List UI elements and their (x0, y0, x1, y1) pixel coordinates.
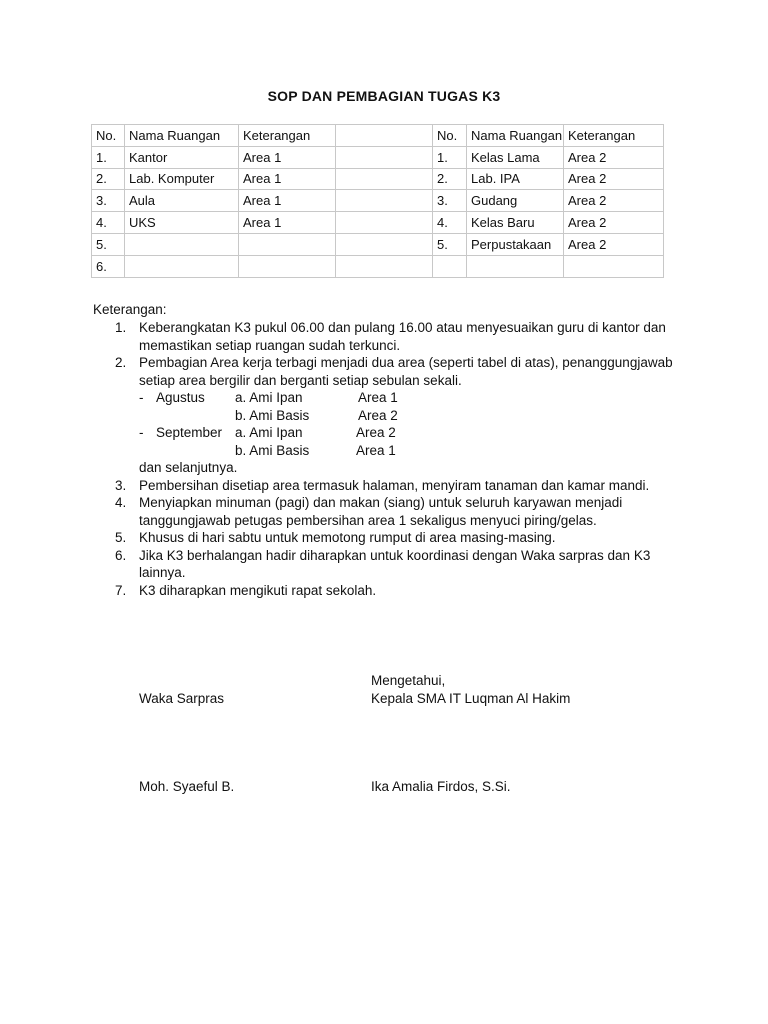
table-cell (125, 233, 239, 255)
note-item (93, 494, 683, 529)
table-cell: Keterangan (564, 125, 664, 147)
schedule-person: a. Ami Ipan (235, 390, 303, 405)
schedule-area: Area 2 (356, 425, 396, 440)
rotation-schedule (139, 389, 683, 459)
schedule-area: Area 1 (358, 390, 398, 405)
note-text: Menyiapkan minuman (pagi) dan makan (siang) untuk seluruh karyawan menjadi tanggungjawab petugas pembersihan area 1 sekaligus menyuci piring/gelas. (139, 495, 623, 528)
table-cell (336, 255, 433, 277)
table-cell: Kantor (125, 146, 239, 168)
table-cell (239, 233, 336, 255)
table-row (92, 146, 664, 168)
document-title: SOP DAN PEMBAGIAN TUGAS K3 (267, 88, 501, 104)
left-signatory-title: Waka Sarpras (139, 691, 225, 706)
table-row (92, 255, 664, 277)
table-cell: Perpustakaan (467, 233, 564, 255)
table-cell: 2. (433, 168, 467, 190)
schedule-dash: - (139, 425, 144, 440)
schedule-person: a. Ami Ipan (235, 425, 303, 440)
note-text: Khusus di hari sabtu untuk memotong rumput di area masing-masing. (139, 530, 556, 545)
note-number: 7. (115, 582, 127, 598)
table-cell: Area 1 (239, 168, 336, 190)
table-cell (336, 212, 433, 234)
table-cell: No. (92, 125, 125, 147)
schedule-month: Agustus (156, 390, 205, 405)
schedule-area: Area 2 (358, 407, 398, 423)
note-number: 4. (115, 495, 127, 510)
table-cell (239, 255, 336, 277)
room-assignment-table (91, 124, 664, 278)
table-cell: 4. (92, 212, 125, 234)
schedule-person: b. Ami Basis (235, 407, 310, 423)
table-row (92, 212, 664, 234)
note-text: Pembersihan disetiap area termasuk halaman, menyiram tanaman dan kamar mandi. (139, 477, 650, 493)
notes-heading: Keterangan: (93, 302, 167, 317)
note-number: 5. (115, 530, 127, 545)
table-cell: Area 1 (239, 190, 336, 212)
table-cell: 6. (92, 255, 125, 277)
table-cell: Area 2 (564, 146, 664, 168)
table-cell (336, 146, 433, 168)
table-cell: 1. (92, 146, 125, 168)
note-item (93, 477, 683, 495)
note-item (93, 529, 683, 547)
schedule-month: September (156, 425, 223, 440)
table-cell (433, 255, 467, 277)
left-signatory-name: Moh. Syaeful B. (139, 779, 235, 794)
table-cell: Area 2 (564, 168, 664, 190)
table-cell: 1. (433, 146, 467, 168)
table-cell: 3. (92, 190, 125, 212)
schedule-person: b. Ami Basis (235, 442, 310, 458)
table-cell: 5. (92, 233, 125, 255)
note-item (93, 354, 683, 477)
note-number: 6. (115, 547, 127, 563)
table-cell: Nama Ruangan (467, 125, 564, 147)
table-cell: Area 2 (564, 233, 664, 255)
acknowledgement-label: Mengetahui, (371, 673, 446, 688)
table-cell: Aula (125, 190, 239, 212)
table-cell (336, 233, 433, 255)
table-cell: Gudang (467, 190, 564, 212)
table-cell (336, 125, 433, 147)
note-text: Jika K3 berhalangan hadir diharapkan untuk koordinasi dengan Waka sarpras dan K3 lainnya. (139, 547, 651, 580)
note-item (93, 319, 683, 354)
table-row (92, 190, 664, 212)
table-cell (336, 168, 433, 190)
table-cell (125, 255, 239, 277)
table-cell: 4. (433, 212, 467, 234)
right-signatory-title: Kepala SMA IT Luqman Al Hakim (371, 691, 571, 706)
table-cell: Area 1 (239, 212, 336, 234)
table-cell: Keterangan (239, 125, 336, 147)
table-cell (336, 190, 433, 212)
notes-list (93, 319, 683, 599)
note-text: K3 diharapkan mengikuti rapat sekolah. (139, 582, 377, 598)
table-cell: Nama Ruangan (125, 125, 239, 147)
table-cell: 5. (433, 233, 467, 255)
schedule-dash: - (139, 390, 144, 405)
table-cell: Kelas Lama (467, 146, 564, 168)
table-cell: 2. (92, 168, 125, 190)
table-row (92, 233, 664, 255)
table-cell (564, 255, 664, 277)
table-row (92, 168, 664, 190)
table-cell: UKS (125, 212, 239, 234)
table-cell: Area 2 (564, 190, 664, 212)
right-signatory-name: Ika Amalia Firdos, S.Si. (371, 779, 511, 794)
table-cell: 3. (433, 190, 467, 212)
note-continuation: dan selanjutnya. (139, 460, 238, 475)
note-number: 1. (115, 320, 127, 335)
table-cell: Lab. Komputer (125, 168, 239, 190)
note-text: Pembagian Area kerja terbagi menjadi dua area (seperti tabel di atas), penanggungjawab setiap area bergilir dan berganti setiap sebulan sekali. (139, 355, 673, 388)
note-item (93, 582, 683, 600)
note-number: 2. (115, 355, 127, 370)
note-item (93, 547, 683, 582)
schedule-area: Area 1 (356, 442, 396, 458)
table-cell: No. (433, 125, 467, 147)
table-cell: Area 1 (239, 146, 336, 168)
table-cell: Kelas Baru (467, 212, 564, 234)
table-cell: Area 2 (564, 212, 664, 234)
table-cell (467, 255, 564, 277)
note-number: 3. (115, 477, 127, 493)
table-header-row (92, 125, 664, 147)
note-text: Keberangkatan K3 pukul 06.00 dan pulang 16.00 atau menyesuaikan guru di kantor dan memastikan setiap ruangan sudah terkunci. (139, 320, 666, 353)
table-cell: Lab. IPA (467, 168, 564, 190)
